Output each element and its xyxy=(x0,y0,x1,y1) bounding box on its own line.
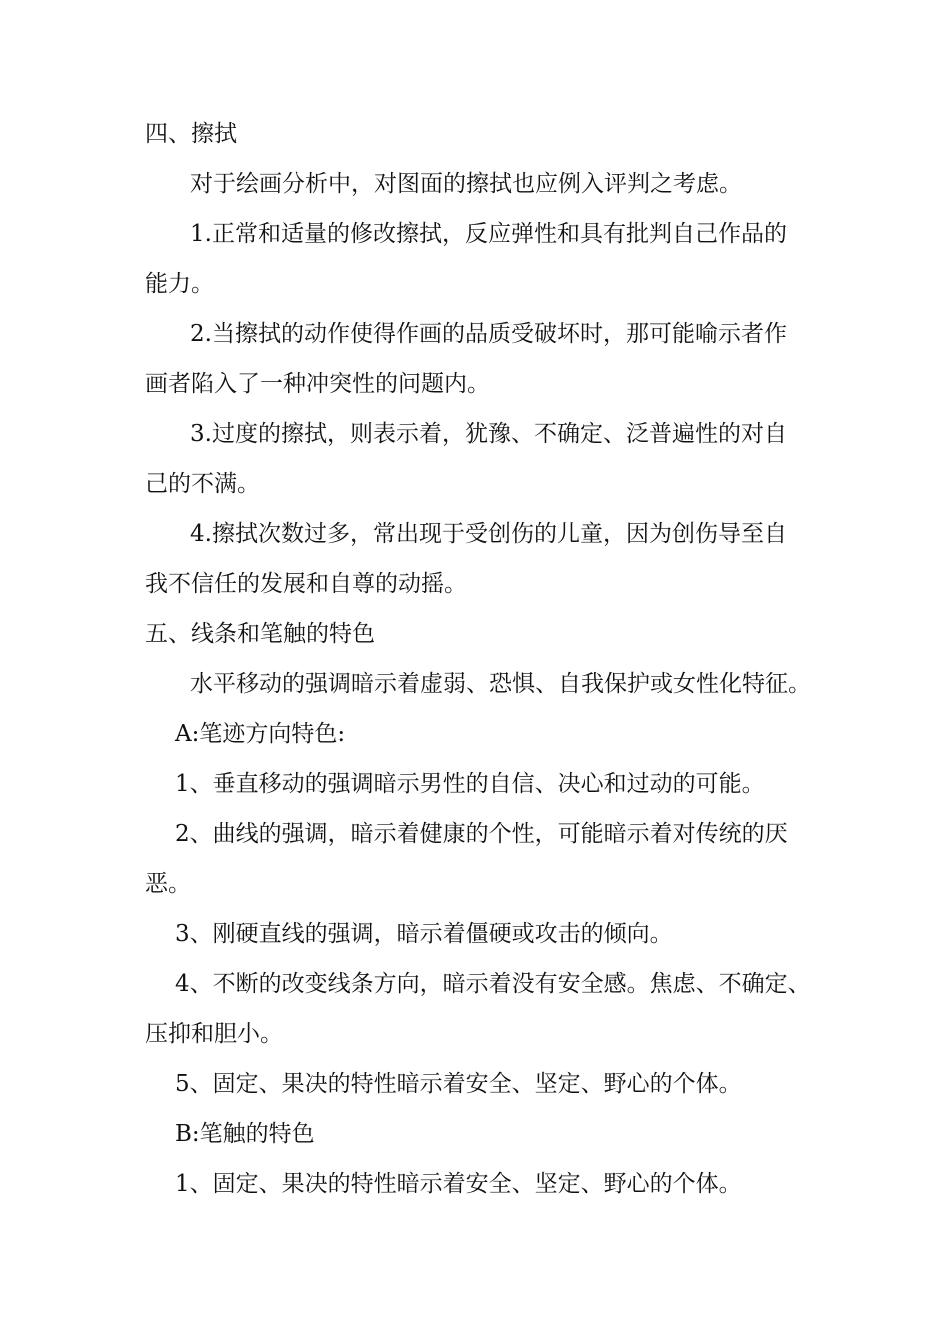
list-item-line: 3.过度的擦拭，则表示着，犹豫、不确定、泛普遍性的对自 xyxy=(190,421,787,447)
list-item-line: 1.正常和适量的修改擦拭，反应弹性和具有批判自己作品的 xyxy=(190,221,787,247)
list-item-continuation: 压抑和胆小。 xyxy=(145,1021,283,1047)
list-item-line: 4.擦拭次数过多，常出现于受创伤的儿童，因为创伤导至自 xyxy=(190,521,787,547)
paragraph-line: 水平移动的强调暗示着虚弱、恐惧、自我保护或女性化特征。 xyxy=(190,671,811,697)
list-item-continuation: 我不信任的发展和自尊的动摇。 xyxy=(145,571,467,597)
section-heading-erasing: 四、擦拭 xyxy=(145,121,237,147)
list-item-continuation: 能力。 xyxy=(145,271,214,297)
list-item-line: 5、固定、果决的特性暗示着安全、坚定、野心的个体。 xyxy=(175,1071,742,1097)
list-item-line: 4、不断的改变线条方向，暗示着没有安全感。焦虑、不确定、 xyxy=(175,971,811,997)
section-heading-lines-strokes: 五、线条和笔触的特色 xyxy=(145,621,375,647)
paragraph-line: 对于绘画分析中，对图面的擦拭也应例入评判之考虑。 xyxy=(190,171,742,197)
list-item-line: 2、曲线的强调，暗示着健康的个性，可能暗示着对传统的厌 xyxy=(175,821,788,847)
list-item-line: 1、固定、果决的特性暗示着安全、坚定、野心的个体。 xyxy=(175,1171,742,1197)
list-item-continuation: 画者陷入了一种冲突性的问题内。 xyxy=(145,371,490,397)
list-item-continuation: 己的不满。 xyxy=(145,471,260,497)
subsection-heading-b: B:笔触的特色 xyxy=(175,1121,315,1147)
subsection-heading-a: A:笔迹方向特色: xyxy=(175,721,346,747)
list-item-continuation: 恶。 xyxy=(145,871,191,897)
list-item-line: 1、垂直移动的强调暗示男性的自信、决心和过动的可能。 xyxy=(175,771,765,797)
list-item-line: 3、刚硬直线的强调，暗示着僵硬或攻击的倾向。 xyxy=(175,921,673,947)
list-item-line: 2.当擦拭的动作使得作画的品质受破坏时，那可能喻示者作 xyxy=(190,321,787,347)
